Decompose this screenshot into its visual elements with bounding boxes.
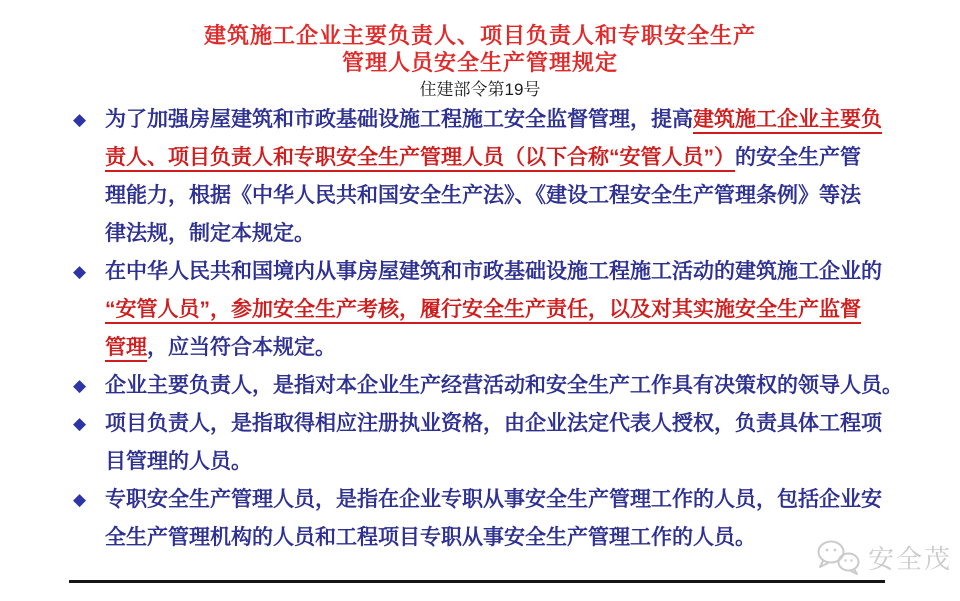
text-line — [105, 443, 930, 481]
body-text: ，应当符合本规定。 — [147, 336, 336, 359]
text-line — [105, 177, 930, 215]
body-text: 全生产管理机构的人员和工程项目专职从事安全生产管理工作的人员。 — [105, 526, 756, 549]
diamond-bullet-icon: ◆ — [73, 490, 87, 509]
watermark — [816, 538, 952, 576]
emphasized-red-text: 建筑施工企业主要负 — [693, 108, 882, 134]
bullet-text — [105, 253, 930, 367]
page-title-line-2: 管理人员安全生产管理规定 — [341, 50, 618, 75]
diamond-bullet-icon: ◆ — [73, 414, 87, 433]
watermark-label: 安全茂 — [867, 543, 952, 574]
page-title-line-1: 建筑施工企业主要负责人、项目负责人和专职安全生产 — [203, 23, 756, 48]
text-line — [105, 329, 930, 367]
bullet-text — [105, 405, 930, 481]
bullet-item — [73, 405, 930, 481]
body-text: 为了加强房屋建筑和市政基础设施工程施工安全监督管理，提高 — [105, 108, 693, 131]
text-line — [105, 139, 930, 177]
body-text: 项目负责人，是指取得相应注册执业资格，由企业法定代表人授权，负责具体工程项 — [105, 412, 882, 435]
text-line — [105, 367, 930, 405]
body-text: 专职安全生产管理人员，是指在企业专职从事安全生产管理工作的人员，包括企业安 — [105, 488, 882, 511]
diamond-bullet-icon: ◆ — [73, 262, 87, 281]
body-text: 的安全生产管 — [735, 146, 861, 169]
diamond-bullet-icon: ◆ — [73, 110, 87, 129]
bullet-item — [73, 253, 930, 367]
bullet-text — [105, 481, 930, 557]
text-line — [105, 215, 930, 253]
body-text: 企业主要负责人，是指对本企业生产经营活动和安全生产工作具有决策权的领导人员。 — [105, 374, 903, 397]
body-text: 在中华人民共和国境内从事房屋建筑和市政基础设施工程施工活动的建筑施工企业的 — [105, 260, 882, 283]
body-text: 理能力，根据《中华人民共和国安全生产法》、《建设工程安全生产管理条例》等法 — [105, 184, 861, 207]
diamond-bullet-icon: ◆ — [73, 376, 87, 395]
title-block — [0, 22, 960, 100]
text-line — [105, 101, 930, 139]
body-text: 目管理的人员。 — [105, 450, 252, 473]
bullet-text — [105, 101, 930, 253]
text-line — [105, 253, 930, 291]
bullet-text — [105, 367, 930, 405]
text-line — [105, 405, 930, 443]
emphasized-red-text: “安管人员”，参加安全生产考核，履行安全生产责任，以及对其实施安全生产监督 — [105, 298, 861, 324]
page-subtitle: 住建部令第19号 — [419, 80, 541, 99]
bullet-item — [73, 481, 930, 557]
bottom-divider-line — [69, 580, 885, 583]
bullet-item — [73, 101, 930, 253]
text-line — [105, 519, 930, 557]
body-text: 律法规，制定本规定。 — [105, 222, 315, 245]
emphasized-red-text: 责人、项目负责人和专职安全生产管理人员（以下合称“安管人员”） — [105, 146, 735, 172]
emphasized-red-text: 管理 — [105, 336, 147, 362]
text-line — [105, 291, 930, 329]
text-line — [105, 481, 930, 519]
wechat-bubbles-icon — [816, 538, 862, 576]
bullet-list — [73, 101, 930, 557]
bullet-item — [73, 367, 930, 405]
